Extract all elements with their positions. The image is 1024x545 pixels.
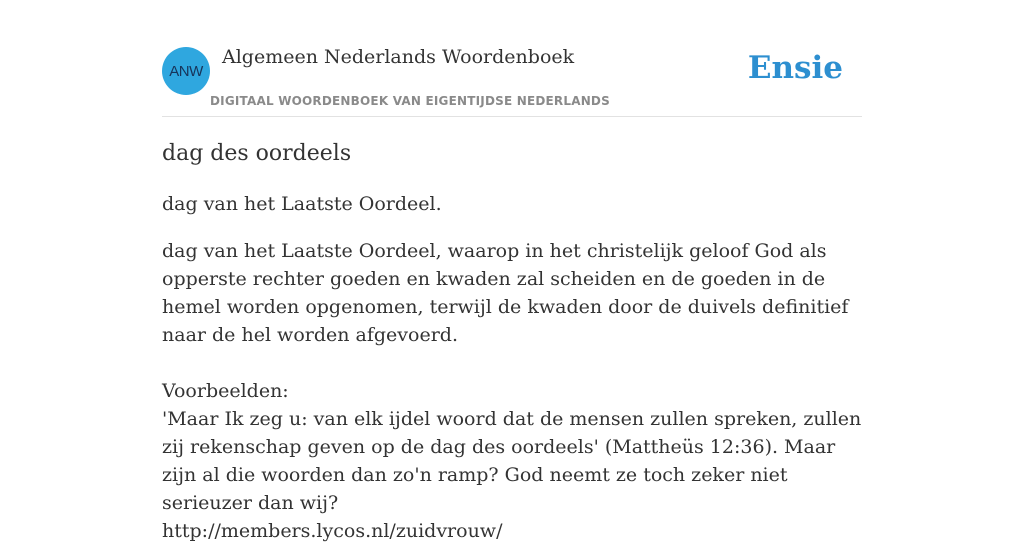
anw-logo[interactable] — [162, 47, 210, 95]
logo-text: ANW — [169, 62, 203, 80]
examples-label: Voorbeelden: — [162, 380, 289, 402]
site-subtitle: DIGITAAL WOORDENBOEK VAN EIGENTIJDSE NEDERLANDS — [210, 94, 610, 108]
site-title[interactable]: Algemeen Nederlands Woordenboek — [222, 46, 575, 68]
short-definition: dag van het Laatste Oordeel. — [162, 193, 442, 215]
example-source-link[interactable]: http://members.lycos.nl/zuidvrouw/ — [162, 520, 503, 542]
entry-term: dag des oordeels — [162, 141, 352, 166]
site-header — [162, 40, 862, 117]
example-text: 'Maar Ik zeg u: van elk ijdel woord dat de mensen zullen spreken, zullen zij rekenschap geven op de dag des oordeels' (Mattheüs 12:36). Maar zijn al die woorden dan zo'n ramp? God neemt ze toch zeker niet serieuzer dan wij? — [162, 408, 862, 514]
entry-content — [162, 138, 862, 545]
ensie-brand-link[interactable]: Ensie — [747, 50, 843, 86]
examples-section — [162, 377, 862, 545]
long-definition: dag van het Laatste Oordeel, waarop in het christelijk geloof God als opperste rechter goeden en kwaden zal scheiden en de goeden in de hemel worden opgenomen, terwijl de kwaden door de duivels definitief naar de hel worden afgevoerd. — [162, 240, 849, 346]
